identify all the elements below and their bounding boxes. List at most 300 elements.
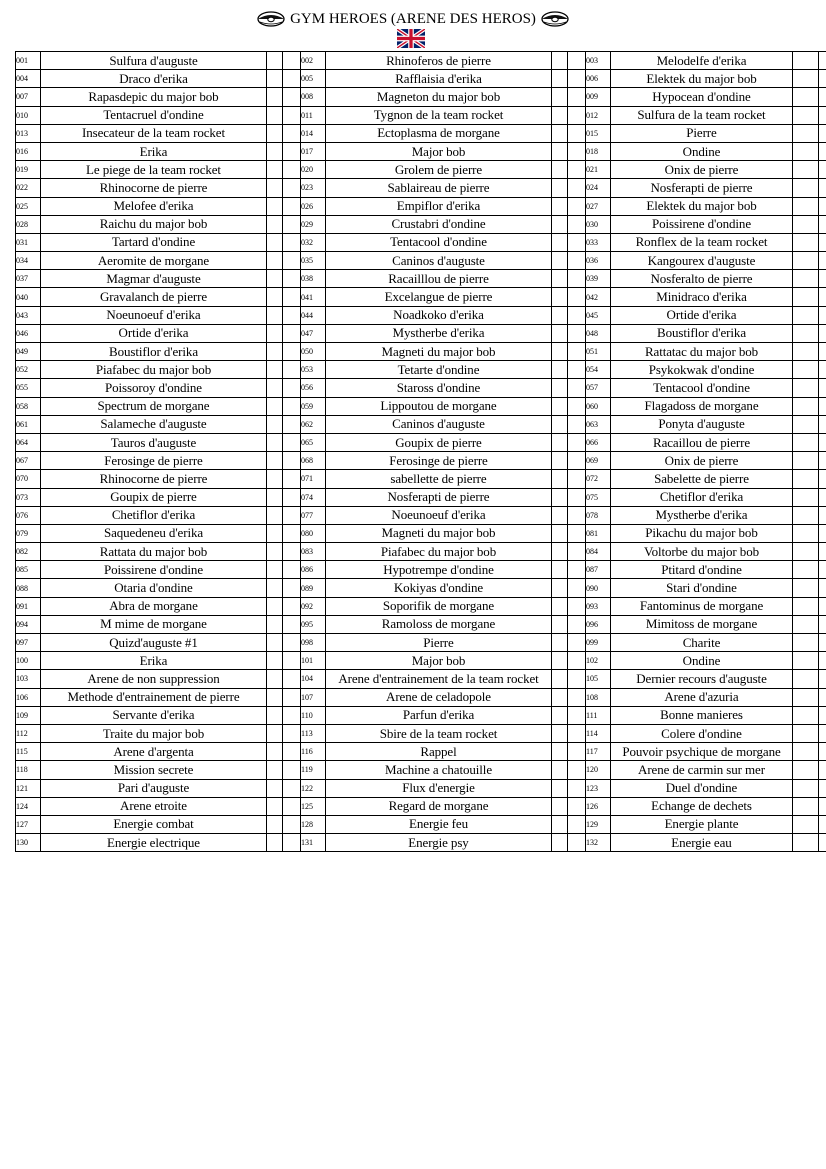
card-quantity-box[interactable] — [283, 724, 301, 742]
card-quantity-box[interactable] — [819, 724, 826, 742]
card-check-box[interactable] — [267, 197, 283, 215]
card-quantity-box[interactable] — [283, 743, 301, 761]
card-check-box[interactable] — [793, 415, 819, 433]
card-quantity-box[interactable] — [819, 761, 826, 779]
card-check-box[interactable] — [552, 579, 568, 597]
card-quantity-box[interactable] — [568, 161, 586, 179]
card-quantity-box[interactable] — [819, 270, 826, 288]
card-quantity-box[interactable] — [568, 724, 586, 742]
card-check-box[interactable] — [267, 161, 283, 179]
card-check-box[interactable] — [552, 433, 568, 451]
card-quantity-box[interactable] — [819, 797, 826, 815]
card-name: Elektek du major bob — [611, 70, 793, 88]
card-quantity-box[interactable] — [568, 615, 586, 633]
card-check-box[interactable] — [793, 524, 819, 542]
card-check-box[interactable] — [267, 543, 283, 561]
card-quantity-box[interactable] — [568, 379, 586, 397]
card-quantity-box[interactable] — [819, 834, 826, 852]
card-number: 009 — [586, 88, 611, 106]
card-number: 116 — [301, 743, 326, 761]
card-check-box[interactable] — [267, 215, 283, 233]
card-check-box[interactable] — [793, 106, 819, 124]
card-quantity-box[interactable] — [568, 361, 586, 379]
card-check-box[interactable] — [793, 815, 819, 833]
card-check-box[interactable] — [267, 270, 283, 288]
card-quantity-box[interactable] — [819, 579, 826, 597]
card-name: Magneti du major bob — [326, 343, 552, 361]
card-quantity-box[interactable] — [819, 452, 826, 470]
card-check-box[interactable] — [552, 815, 568, 833]
card-quantity-box[interactable] — [819, 743, 826, 761]
card-quantity-box[interactable] — [819, 306, 826, 324]
card-quantity-box[interactable] — [283, 634, 301, 652]
card-quantity-box[interactable] — [568, 233, 586, 251]
card-quantity-box[interactable] — [568, 52, 586, 70]
card-quantity-box[interactable] — [568, 252, 586, 270]
card-name: Psykokwak d'ondine — [611, 361, 793, 379]
card-quantity-box[interactable] — [568, 343, 586, 361]
card-name: Arene d'argenta — [41, 743, 267, 761]
card-check-box[interactable] — [267, 834, 283, 852]
card-check-box[interactable] — [552, 324, 568, 342]
card-name: Methode d'entrainement de pierre — [41, 688, 267, 706]
card-check-box[interactable] — [267, 324, 283, 342]
card-number: 094 — [16, 615, 41, 633]
card-quantity-box[interactable] — [568, 706, 586, 724]
card-quantity-box[interactable] — [283, 415, 301, 433]
card-check-box[interactable] — [267, 652, 283, 670]
card-check-box[interactable] — [552, 834, 568, 852]
card-quantity-box[interactable] — [283, 197, 301, 215]
card-check-box[interactable] — [552, 597, 568, 615]
card-check-box[interactable] — [267, 761, 283, 779]
card-quantity-box[interactable] — [568, 433, 586, 451]
card-quantity-box[interactable] — [283, 797, 301, 815]
card-quantity-box[interactable] — [283, 761, 301, 779]
card-quantity-box[interactable] — [283, 215, 301, 233]
card-number: 014 — [301, 124, 326, 142]
card-quantity-box[interactable] — [283, 379, 301, 397]
card-check-box[interactable] — [267, 670, 283, 688]
card-check-box[interactable] — [793, 834, 819, 852]
card-check-box[interactable] — [267, 634, 283, 652]
card-quantity-box[interactable] — [568, 88, 586, 106]
card-check-box[interactable] — [267, 397, 283, 415]
card-quantity-box[interactable] — [568, 543, 586, 561]
card-check-box[interactable] — [267, 52, 283, 70]
card-check-box[interactable] — [267, 815, 283, 833]
card-check-box[interactable] — [552, 415, 568, 433]
card-quantity-box[interactable] — [568, 834, 586, 852]
card-check-box[interactable] — [793, 343, 819, 361]
card-quantity-box[interactable] — [568, 488, 586, 506]
card-quantity-box[interactable] — [568, 743, 586, 761]
card-quantity-box[interactable] — [283, 70, 301, 88]
card-check-box[interactable] — [793, 52, 819, 70]
card-quantity-box[interactable] — [819, 88, 826, 106]
card-quantity-box[interactable] — [283, 124, 301, 142]
card-check-box[interactable] — [793, 233, 819, 251]
card-check-box[interactable] — [793, 743, 819, 761]
card-check-box[interactable] — [552, 106, 568, 124]
table-row — [16, 106, 826, 124]
card-quantity-box[interactable] — [568, 561, 586, 579]
card-quantity-box[interactable] — [819, 179, 826, 197]
card-check-box[interactable] — [267, 306, 283, 324]
card-check-box[interactable] — [552, 524, 568, 542]
card-quantity-box[interactable] — [568, 634, 586, 652]
card-number: 029 — [301, 215, 326, 233]
card-check-box[interactable] — [552, 161, 568, 179]
card-quantity-box[interactable] — [568, 306, 586, 324]
card-quantity-box[interactable] — [283, 561, 301, 579]
card-quantity-box[interactable] — [283, 106, 301, 124]
card-check-box[interactable] — [552, 197, 568, 215]
table-row — [16, 579, 826, 597]
card-quantity-box[interactable] — [568, 779, 586, 797]
card-quantity-box[interactable] — [819, 106, 826, 124]
card-check-box[interactable] — [552, 343, 568, 361]
card-quantity-box[interactable] — [819, 197, 826, 215]
card-name: Melofee d'erika — [41, 197, 267, 215]
card-quantity-box[interactable] — [283, 288, 301, 306]
card-quantity-box[interactable] — [819, 52, 826, 70]
card-quantity-box[interactable] — [819, 779, 826, 797]
card-quantity-box[interactable] — [283, 543, 301, 561]
card-check-box[interactable] — [267, 688, 283, 706]
card-quantity-box[interactable] — [819, 634, 826, 652]
card-quantity-box[interactable] — [283, 324, 301, 342]
card-check-box[interactable] — [793, 433, 819, 451]
card-quantity-box[interactable] — [819, 524, 826, 542]
card-quantity-box[interactable] — [819, 615, 826, 633]
card-check-box[interactable] — [552, 470, 568, 488]
card-name: Voltorbe du major bob — [611, 543, 793, 561]
card-quantity-box[interactable] — [819, 470, 826, 488]
card-quantity-box[interactable] — [568, 288, 586, 306]
card-quantity-box[interactable] — [283, 142, 301, 160]
card-quantity-box[interactable] — [568, 506, 586, 524]
card-check-box[interactable] — [793, 706, 819, 724]
card-quantity-box[interactable] — [568, 179, 586, 197]
card-quantity-box[interactable] — [283, 161, 301, 179]
card-check-box[interactable] — [793, 197, 819, 215]
card-quantity-box[interactable] — [819, 233, 826, 251]
card-check-box[interactable] — [793, 652, 819, 670]
card-number: 031 — [16, 233, 41, 251]
card-quantity-box[interactable] — [568, 597, 586, 615]
card-check-box[interactable] — [267, 524, 283, 542]
card-quantity-box[interactable] — [568, 106, 586, 124]
card-check-box[interactable] — [552, 779, 568, 797]
card-check-box[interactable] — [793, 543, 819, 561]
card-quantity-box[interactable] — [283, 252, 301, 270]
card-quantity-box[interactable] — [283, 688, 301, 706]
card-check-box[interactable] — [552, 233, 568, 251]
card-check-box[interactable] — [267, 343, 283, 361]
card-quantity-box[interactable] — [819, 543, 826, 561]
card-check-box[interactable] — [793, 324, 819, 342]
card-quantity-box[interactable] — [283, 652, 301, 670]
card-check-box[interactable] — [267, 361, 283, 379]
card-number: 003 — [586, 52, 611, 70]
card-quantity-box[interactable] — [283, 306, 301, 324]
card-quantity-box[interactable] — [819, 561, 826, 579]
card-check-box[interactable] — [552, 670, 568, 688]
card-quantity-box[interactable] — [819, 70, 826, 88]
card-quantity-box[interactable] — [283, 834, 301, 852]
card-quantity-box[interactable] — [283, 815, 301, 833]
card-check-box[interactable] — [267, 724, 283, 742]
card-number: 051 — [586, 343, 611, 361]
card-number: 131 — [301, 834, 326, 852]
card-number: 023 — [301, 179, 326, 197]
card-quantity-box[interactable] — [283, 343, 301, 361]
card-check-box[interactable] — [793, 488, 819, 506]
card-check-box[interactable] — [793, 615, 819, 633]
card-check-box[interactable] — [793, 142, 819, 160]
card-quantity-box[interactable] — [568, 470, 586, 488]
card-check-box[interactable] — [267, 743, 283, 761]
card-check-box[interactable] — [552, 761, 568, 779]
card-quantity-box[interactable] — [283, 670, 301, 688]
card-check-box[interactable] — [793, 161, 819, 179]
card-check-box[interactable] — [793, 779, 819, 797]
card-check-box[interactable] — [552, 706, 568, 724]
table-row — [16, 324, 826, 342]
card-quantity-box[interactable] — [568, 324, 586, 342]
card-quantity-box[interactable] — [819, 397, 826, 415]
card-quantity-box[interactable] — [568, 142, 586, 160]
card-check-box[interactable] — [267, 379, 283, 397]
card-check-box[interactable] — [552, 179, 568, 197]
card-check-box[interactable] — [267, 415, 283, 433]
card-quantity-box[interactable] — [819, 415, 826, 433]
card-check-box[interactable] — [793, 288, 819, 306]
card-name: Mystherbe d'erika — [326, 324, 552, 342]
card-quantity-box[interactable] — [568, 688, 586, 706]
card-check-box[interactable] — [793, 634, 819, 652]
card-quantity-box[interactable] — [283, 615, 301, 633]
card-quantity-box[interactable] — [819, 215, 826, 233]
card-quantity-box[interactable] — [568, 815, 586, 833]
card-quantity-box[interactable] — [819, 124, 826, 142]
card-quantity-box[interactable] — [819, 361, 826, 379]
card-check-box[interactable] — [793, 306, 819, 324]
card-number: 067 — [16, 452, 41, 470]
card-check-box[interactable] — [793, 252, 819, 270]
card-check-box[interactable] — [793, 670, 819, 688]
card-check-box[interactable] — [552, 124, 568, 142]
card-check-box[interactable] — [793, 561, 819, 579]
card-check-box[interactable] — [793, 579, 819, 597]
card-check-box[interactable] — [267, 70, 283, 88]
card-quantity-box[interactable] — [283, 470, 301, 488]
card-quantity-box[interactable] — [283, 397, 301, 415]
card-check-box[interactable] — [267, 579, 283, 597]
card-check-box[interactable] — [793, 597, 819, 615]
card-check-box[interactable] — [793, 452, 819, 470]
card-name: Tetarte d'ondine — [326, 361, 552, 379]
card-quantity-box[interactable] — [819, 506, 826, 524]
card-quantity-box[interactable] — [819, 706, 826, 724]
card-check-box[interactable] — [267, 233, 283, 251]
card-check-box[interactable] — [793, 379, 819, 397]
card-check-box[interactable] — [793, 179, 819, 197]
card-quantity-box[interactable] — [819, 433, 826, 451]
card-check-box[interactable] — [552, 634, 568, 652]
card-name: Bonne manieres — [611, 706, 793, 724]
card-quantity-box[interactable] — [819, 324, 826, 342]
card-name: Ptitard d'ondine — [611, 561, 793, 579]
card-check-box[interactable] — [267, 779, 283, 797]
card-quantity-box[interactable] — [283, 579, 301, 597]
card-check-box[interactable] — [793, 70, 819, 88]
card-name: Noadkoko d'erika — [326, 306, 552, 324]
card-check-box[interactable] — [552, 724, 568, 742]
card-check-box[interactable] — [552, 306, 568, 324]
card-quantity-box[interactable] — [283, 452, 301, 470]
card-quantity-box[interactable] — [568, 797, 586, 815]
card-quantity-box[interactable] — [568, 215, 586, 233]
card-quantity-box[interactable] — [568, 270, 586, 288]
card-check-box[interactable] — [267, 88, 283, 106]
card-check-box[interactable] — [793, 688, 819, 706]
card-check-box[interactable] — [552, 506, 568, 524]
card-number: 037 — [16, 270, 41, 288]
card-quantity-box[interactable] — [819, 142, 826, 160]
card-quantity-box[interactable] — [283, 270, 301, 288]
card-quantity-box[interactable] — [819, 670, 826, 688]
card-check-box[interactable] — [552, 142, 568, 160]
card-quantity-box[interactable] — [568, 70, 586, 88]
card-check-box[interactable] — [267, 488, 283, 506]
card-number: 057 — [586, 379, 611, 397]
card-quantity-box[interactable] — [819, 597, 826, 615]
card-quantity-box[interactable] — [283, 488, 301, 506]
card-check-box[interactable] — [267, 179, 283, 197]
card-check-box[interactable] — [552, 652, 568, 670]
card-quantity-box[interactable] — [568, 524, 586, 542]
card-check-box[interactable] — [552, 561, 568, 579]
card-check-box[interactable] — [552, 252, 568, 270]
card-check-box[interactable] — [267, 797, 283, 815]
card-quantity-box[interactable] — [568, 452, 586, 470]
card-quantity-box[interactable] — [283, 88, 301, 106]
card-quantity-box[interactable] — [819, 652, 826, 670]
card-quantity-box[interactable] — [283, 597, 301, 615]
card-quantity-box[interactable] — [283, 506, 301, 524]
card-quantity-box[interactable] — [819, 252, 826, 270]
card-number: 065 — [301, 433, 326, 451]
card-check-box[interactable] — [793, 215, 819, 233]
card-check-box[interactable] — [793, 797, 819, 815]
card-quantity-box[interactable] — [568, 397, 586, 415]
card-quantity-box[interactable] — [283, 179, 301, 197]
card-quantity-box[interactable] — [568, 579, 586, 597]
card-quantity-box[interactable] — [819, 815, 826, 833]
card-check-box[interactable] — [267, 288, 283, 306]
card-check-box[interactable] — [552, 797, 568, 815]
card-check-box[interactable] — [267, 433, 283, 451]
card-check-box[interactable] — [267, 615, 283, 633]
card-name: Goupix de pierre — [41, 488, 267, 506]
card-quantity-box[interactable] — [568, 124, 586, 142]
card-quantity-box[interactable] — [819, 161, 826, 179]
card-number: 040 — [16, 288, 41, 306]
card-check-box[interactable] — [552, 452, 568, 470]
card-quantity-box[interactable] — [568, 415, 586, 433]
card-check-box[interactable] — [267, 252, 283, 270]
card-check-box[interactable] — [552, 88, 568, 106]
card-quantity-box[interactable] — [819, 288, 826, 306]
card-checklist-table — [15, 51, 826, 852]
card-name: M mime de morgane — [41, 615, 267, 633]
card-check-box[interactable] — [552, 215, 568, 233]
card-check-box[interactable] — [552, 52, 568, 70]
card-check-box[interactable] — [267, 142, 283, 160]
card-quantity-box[interactable] — [568, 670, 586, 688]
card-check-box[interactable] — [267, 597, 283, 615]
card-check-box[interactable] — [793, 397, 819, 415]
card-number: 127 — [16, 815, 41, 833]
card-quantity-box[interactable] — [283, 433, 301, 451]
card-quantity-box[interactable] — [568, 197, 586, 215]
table-row — [16, 361, 826, 379]
card-check-box[interactable] — [793, 270, 819, 288]
card-check-box[interactable] — [552, 288, 568, 306]
card-quantity-box[interactable] — [819, 688, 826, 706]
card-check-box[interactable] — [552, 70, 568, 88]
card-check-box[interactable] — [793, 470, 819, 488]
card-check-box[interactable] — [552, 488, 568, 506]
card-check-box[interactable] — [552, 397, 568, 415]
card-check-box[interactable] — [552, 270, 568, 288]
card-check-box[interactable] — [552, 743, 568, 761]
card-quantity-box[interactable] — [283, 779, 301, 797]
card-check-box[interactable] — [793, 761, 819, 779]
card-check-box[interactable] — [793, 506, 819, 524]
card-check-box[interactable] — [552, 688, 568, 706]
card-check-box[interactable] — [267, 506, 283, 524]
card-quantity-box[interactable] — [819, 343, 826, 361]
card-quantity-box[interactable] — [283, 706, 301, 724]
card-quantity-box[interactable] — [568, 652, 586, 670]
card-check-box[interactable] — [552, 615, 568, 633]
card-check-box[interactable] — [793, 88, 819, 106]
card-check-box[interactable] — [552, 543, 568, 561]
card-quantity-box[interactable] — [283, 361, 301, 379]
card-quantity-box[interactable] — [568, 761, 586, 779]
card-check-box[interactable] — [552, 361, 568, 379]
card-check-box[interactable] — [552, 379, 568, 397]
card-check-box[interactable] — [267, 561, 283, 579]
card-check-box[interactable] — [267, 470, 283, 488]
card-check-box[interactable] — [793, 124, 819, 142]
card-check-box[interactable] — [793, 724, 819, 742]
card-check-box[interactable] — [793, 361, 819, 379]
card-quantity-box[interactable] — [283, 52, 301, 70]
card-quantity-box[interactable] — [283, 524, 301, 542]
card-quantity-box[interactable] — [819, 488, 826, 506]
card-check-box[interactable] — [267, 106, 283, 124]
card-check-box[interactable] — [267, 124, 283, 142]
card-check-box[interactable] — [267, 452, 283, 470]
card-quantity-box[interactable] — [819, 379, 826, 397]
card-quantity-box[interactable] — [283, 233, 301, 251]
card-name: Mission secrete — [41, 761, 267, 779]
card-check-box[interactable] — [267, 706, 283, 724]
